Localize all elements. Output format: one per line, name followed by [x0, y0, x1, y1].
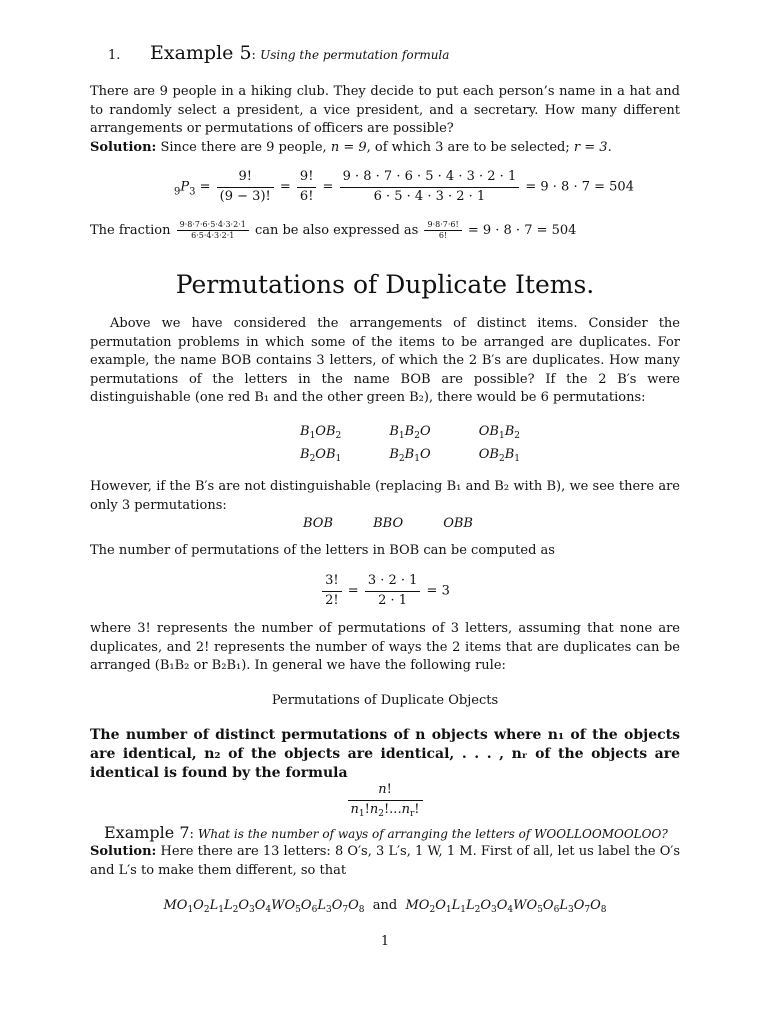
section-title: Permutations of Duplicate Items.	[175, 270, 595, 299]
and-word: and	[372, 898, 398, 913]
rule-formula: $\frac{n!}{n_1!n_2!...n_r!}$	[90, 781, 680, 819]
perm-item: BBO	[373, 516, 404, 531]
n-equation: n = 9	[330, 140, 367, 155]
page-number: 1	[380, 934, 390, 949]
formula-result: = 9 · 8 · 7 = 504	[525, 179, 634, 195]
section-paragraph-1: Above we have considered the arrangements of distinct items. Consider the permutation problems in which some of the items to be arranged are duplicates. For example, the name BOB contains 3 letters, of which the 2 B′s are duplicates. How many permutations of the letters in the name BOB are possible? If the 2 B′s were distinguishable (one red B₁ and the other green B₂), there would be 6 permutations:	[90, 316, 680, 405]
example5-heading	[90, 44, 680, 66]
solution-text-a: Since there are 9 people,	[160, 140, 327, 155]
example7-colon: :	[189, 827, 194, 842]
rule-text: The number of distinct permutations of n objects where n₁ of the objects are identical, n₂ of the objects are identical, . . . , nᵣ of the objects are identical is found by the formula	[90, 727, 680, 781]
solution-label: Solution:	[90, 140, 157, 155]
perm-item: BOB	[303, 516, 334, 531]
section-paragraph-2: However, if the B′s are not distinguishable (replacing B₁ and B₂ with B), we see there are only 3 permutations:	[90, 479, 680, 513]
example7-heading	[104, 824, 680, 845]
example5-subtitle: Using the permutation formula	[260, 48, 450, 62]
solution-label: Solution:	[90, 844, 157, 859]
perm-item: OBB	[443, 516, 473, 531]
fraction-mid: can be also expressed as	[254, 223, 419, 238]
rule-heading: Permutations of Duplicate Objects	[271, 693, 499, 708]
labeled-arrangements: $MO_1O_2L_1L_2O_3O_4WO_5O_6L_3O_7O_8$ and $MO_2O_1L_1L_2O_3O_4WO_5O_6L_3O_7O_8$	[163, 898, 607, 915]
r-equation: r = 3	[573, 140, 608, 155]
list-number: 1.	[108, 48, 121, 63]
example5-label: Example 5	[150, 42, 252, 64]
example5-solution: Solution: Since there are 9 people, n = 9, of which 3 are to be selected; r = 3.	[90, 140, 612, 155]
permutation-formula: $_9P_3$ = $\frac{9!}{(9 - 3)!}$ = $\frac{9!}{6!}$ = $\frac{9 \cdot 8 \cdot 7 \cdot 6 \cdot 5 \cdot 4 \cdot 3 \cdot 2 \cdot 1}{6 \cdot 5 \cdot 4 \cdot 3 \cdot 2 \cdot 1}$ = 9 · 8 · 7 = 504	[174, 169, 634, 204]
example7-question: What is the number of ways of arranging the letters of WOOLLOOMOOLOO?	[198, 827, 668, 841]
fraction-line: The fraction $\frac{9\cdot 8\cdot 7\cdot 6\cdot 5\cdot 4\cdot 3\cdot 2\cdot 1}{6\cdot 5\cdot 4\cdot 3\cdot 2\cdot 1}$ can be also expressed as $\frac{9\cdot 8\cdot 7\cdot 6!}{6!}$ = 9 · 8 · 7 = 504	[90, 220, 577, 240]
example7-solution-text: Here there are 13 letters: 8 O′s, 3 L′s, 1 W, 1 M. First of all, let us label the O′s and L′s to make them different, so that	[90, 844, 681, 878]
example5-colon: :	[251, 48, 256, 63]
solution-text-b: , of which 3 are to be selected;	[366, 140, 570, 155]
section-paragraph-4: where 3! represents the number of permutations of 3 letters, assuming that none are duplicates, and 2! represents the number of ways the 2 items that are duplicates can be arranged (B₁B₂ or B₂B₁). In general we have the following rule:	[90, 621, 680, 673]
fraction-prefix: The fraction	[90, 223, 171, 238]
example7-solution	[90, 843, 680, 880]
example7-label: Example 7	[104, 823, 190, 842]
example5-paragraph: There are 9 people in a hiking club. They decide to put each person’s name in a hat and to randomly select a president, a vice president, and a secretary. How many different arrangements or permutations of officers are possible?	[90, 84, 680, 136]
section-paragraph-3: The number of permutations of the letters in BOB can be computed as	[90, 543, 555, 558]
fraction-result: = 9 · 8 · 7 = 504	[467, 223, 577, 238]
bob-formula: $\frac{3!}{2!}$ = $\frac{3 \cdot 2 \cdot 1}{2 \cdot 1}$ = 3	[90, 572, 680, 610]
distinguishable-permutations: $B_1OB_2$ $B_1B_2O$ $OB_1B_2$ $B_2OB_1$ $B_2B_1O$ $OB_2B_1$	[300, 424, 520, 464]
indistinguishable-permutations	[303, 515, 473, 534]
